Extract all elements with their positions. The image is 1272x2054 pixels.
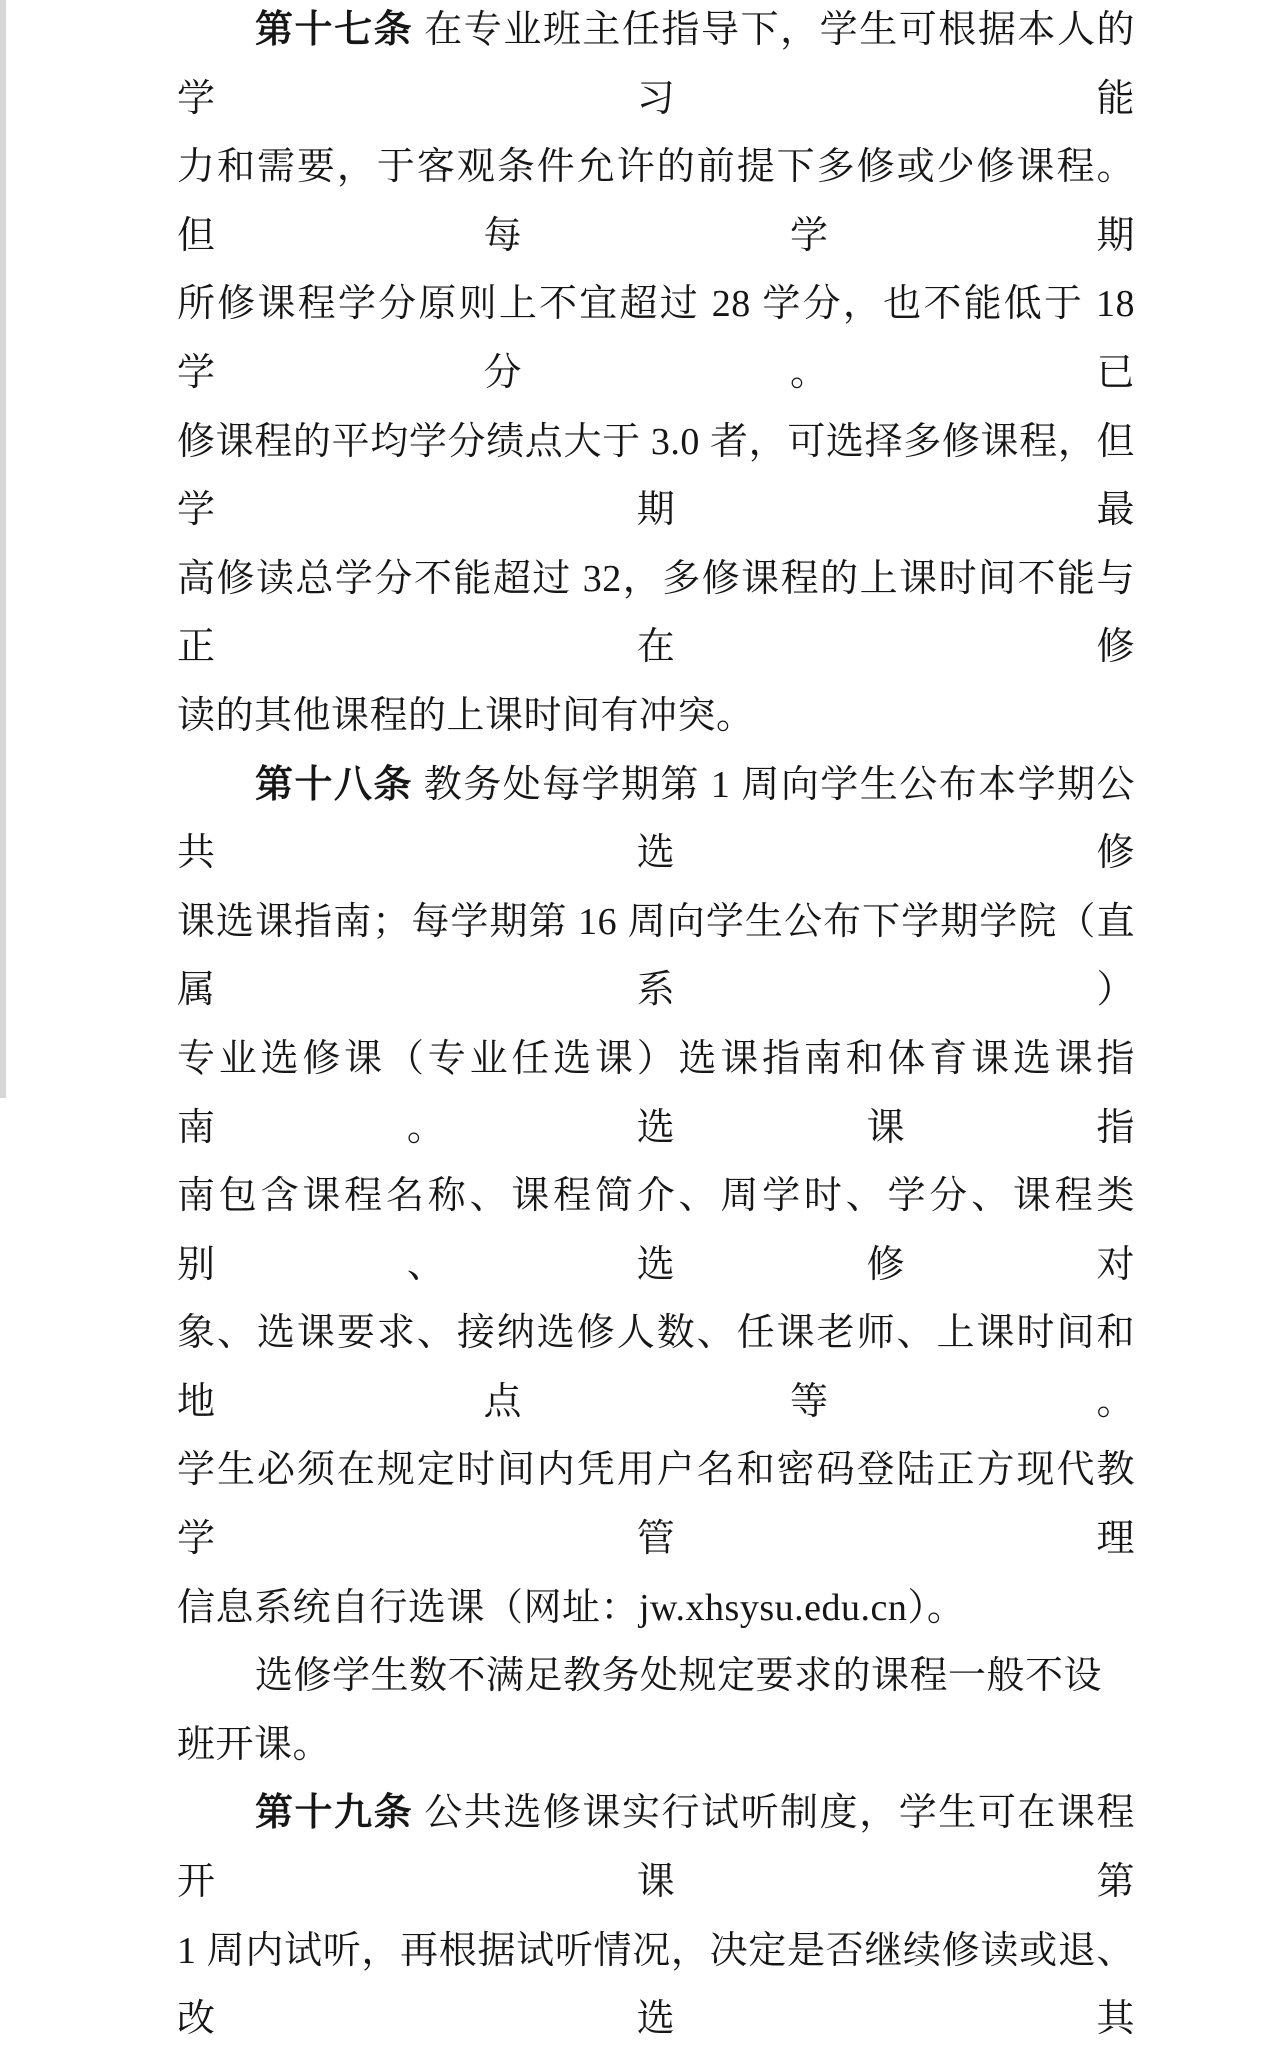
paragraph-line <box>177 888 1135 1025</box>
document-page <box>177 0 1135 2054</box>
line-text: 所修课程学分原则上不宜超过 28 学分，也不能低于 18 学分。已 <box>177 283 1135 394</box>
paragraph-line <box>177 545 1135 682</box>
paragraph-line <box>177 1299 1135 1436</box>
paragraph-line <box>177 1642 1135 1779</box>
line-text: 高修读总学分不能超过 32，多修课程的上课时间不能与正在修 <box>177 557 1135 669</box>
line-text: 修课程的平均学分绩点大于 3.0 者，可选择多修课程，但学期最 <box>177 420 1135 532</box>
paragraph-line <box>177 1025 1135 1162</box>
paragraph-line <box>177 1574 1135 1643</box>
line-text: 读的其他课程的上课时间有冲突。 <box>177 694 755 737</box>
line-text: 专业选修课（专业任选课）选课指南和体育课选课指南。选课指 <box>177 1037 1135 1149</box>
scanner-edge-strip <box>0 0 6 1098</box>
line-text: 象、选课要求、接纳选修人数、任课老师、上课时间和地点等。 <box>177 1312 1135 1423</box>
paragraph-line <box>177 1436 1135 1573</box>
line-text: 南包含课程名称、课程简介、周学时、学分、课程类别、选修对 <box>177 1175 1135 1286</box>
paragraph-line <box>177 270 1135 407</box>
line-text: 选修学生数不满足教务处规定要求的课程一般不设班开课。 <box>177 1655 1103 1766</box>
line-text: 公共选修课实行试听制度，学生可在课程开课第 <box>177 1792 1135 1904</box>
line-text: 信息系统自行选课（网址：jw.xhsysu.edu.cn）。 <box>177 1586 966 1629</box>
line-text: 教务处每学期第 1 周向学生公布本学期公共选修 <box>177 763 1135 875</box>
line-text: 力和需要，于客观条件允许的前提下多修或少修课程。但每学期 <box>177 146 1135 257</box>
paragraph-line <box>177 682 1135 751</box>
paragraph-line <box>177 1917 1135 2054</box>
line-text: 在专业班主任指导下，学生可根据本人的学习能 <box>177 9 1135 120</box>
paragraph-line <box>177 1779 1135 1916</box>
paragraph-line <box>177 0 1135 133</box>
line-text: 学生必须在规定时间内凭用户名和密码登陆正方现代教学管理 <box>177 1449 1135 1561</box>
line-text: 1 周内试听，再根据试听情况，决定是否继续修读或退、改选其 <box>177 1929 1135 2041</box>
paragraph-line <box>177 408 1135 545</box>
paragraph-line <box>177 1162 1135 1299</box>
paragraph-line <box>177 133 1135 270</box>
article-19-number: 第十九条 <box>255 1792 414 1835</box>
paragraph-line <box>177 751 1135 888</box>
article-17-number: 第十七条 <box>255 9 414 51</box>
article-18-number: 第十八条 <box>255 763 413 806</box>
line-text: 课选课指南；每学期第 16 周向学生公布下学期学院（直属系） <box>177 900 1135 1012</box>
